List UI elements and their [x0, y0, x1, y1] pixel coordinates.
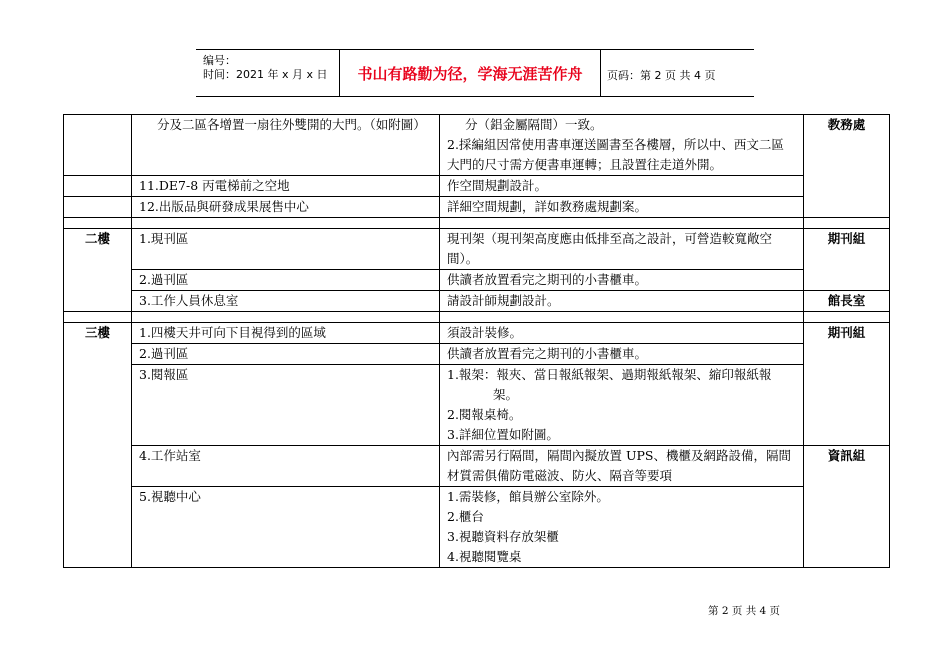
desc-cell: 請設計師規劃設計。: [440, 291, 804, 312]
desc-line: 架。: [493, 387, 519, 402]
table-row: [64, 487, 890, 568]
page-header: [196, 49, 754, 97]
space-cell: 4.工作站室: [132, 446, 440, 487]
space-cell: 1.四樓天井可向下目視得到的區域: [132, 323, 440, 344]
spacer-row: [64, 218, 890, 229]
header-motto-cell: [339, 50, 601, 96]
unit-cell: 資訊組: [804, 446, 890, 568]
space-cell: 1.現刊區: [132, 229, 440, 270]
desc-line: 1.報架：報夾、當日報紙報架、過期報紙報架、縮印報紙報: [447, 367, 772, 382]
header-page-cell: [600, 50, 754, 96]
desc-cell: 供讀者放置看完之期刊的小書櫃車。: [440, 270, 804, 291]
table-row: [64, 365, 890, 446]
table-row: [64, 270, 890, 291]
time-label: 时间：2021 年 x 月 x 日: [203, 68, 328, 81]
table-row: [64, 115, 890, 176]
desc-line: 4.視聽閱覽桌: [447, 549, 522, 564]
space-cell: 11.DE7-8 丙電梯前之空地: [132, 176, 440, 197]
unit-cell: 教務處: [804, 115, 890, 218]
desc-cell: 內部需另行隔間，隔間內擬放置 UPS、機櫃及網路設備，隔間材質需俱備防電磁波、防火、隔音等要項: [440, 446, 804, 487]
desc-line: 3.視聽資料存放架櫃: [447, 529, 559, 544]
page-info: 页码：第 2 页 共 4 页: [607, 69, 716, 82]
number-label: 编号：: [203, 54, 236, 67]
space-cell: 12.出版品與研發成果展售中心: [132, 197, 440, 218]
space-cell: 5.視聽中心: [132, 487, 440, 568]
table-row: [64, 446, 890, 487]
table-row: [64, 197, 890, 218]
motto: 书山有路勤为径，学海无涯苦作舟: [357, 65, 583, 83]
unit-cell: 期刊組: [804, 323, 890, 446]
table-row: [64, 323, 890, 344]
spacer-row: [64, 312, 890, 323]
desc-line: 2.櫃台: [447, 509, 484, 524]
desc-cell: 分（鋁金屬隔間）一致。: [465, 117, 603, 132]
unit-cell: 期刊組: [804, 229, 890, 291]
table-row: [64, 229, 890, 270]
page-footer: 第 2 页 共 4 页: [708, 605, 781, 617]
space-cell: 2.過刊區: [132, 270, 440, 291]
floor-label: 二樓: [64, 229, 132, 312]
desc-line: 3.詳細位置如附圖。: [447, 427, 559, 442]
plan-table: [63, 114, 890, 568]
desc-cell: 2.採編組因常使用書車運送圖書至各樓層，所以中、西文二區大門的尺寸需方便書車運轉；且設置往走道外開。: [447, 137, 784, 172]
desc-cell: 供讀者放置看完之期刊的小書櫃車。: [440, 344, 804, 365]
table-row: [64, 176, 890, 197]
space-cell: 2.過刊區: [132, 344, 440, 365]
header-meta: [196, 50, 339, 96]
unit-cell: 館長室: [804, 291, 890, 312]
desc-cell: 現刊架（現刊架高度應由低排至高之設計，可營造較寬敞空間）。: [440, 229, 804, 270]
desc-line: 2.閱報桌椅。: [447, 407, 522, 422]
space-cell: 分及二區各增置一扇往外雙開的大門。（如附圖）: [157, 117, 426, 132]
table-row: [64, 291, 890, 312]
floor-label: 三樓: [64, 323, 132, 568]
desc-line: 1.需裝修，館員辦公室除外。: [447, 489, 609, 504]
desc-cell: 詳細空間規劃，詳如教務處規劃案。: [440, 197, 804, 218]
space-cell: 3.工作人員休息室: [132, 291, 440, 312]
space-cell: 3.閱報區: [132, 365, 440, 446]
desc-cell: 須設計裝修。: [440, 323, 804, 344]
table-row: [64, 344, 890, 365]
desc-cell: 作空間規劃設計。: [440, 176, 804, 197]
